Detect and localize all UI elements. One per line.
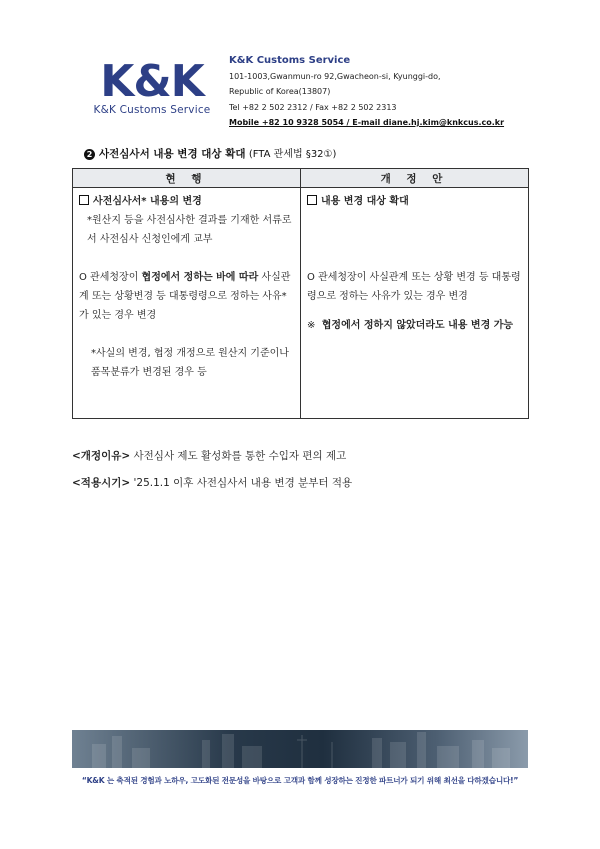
effective-date-label: <적용시기> <box>72 477 131 489</box>
reference-mark: ※ <box>307 320 316 331</box>
comparison-table <box>72 168 529 419</box>
column-header-current: 현 행 <box>73 169 301 188</box>
cityscape-image <box>72 730 528 768</box>
revised-cell <box>301 188 529 419</box>
revision-reason-text: 사전심사 제도 활성화를 통한 수입자 편의 제고 <box>130 450 347 462</box>
current-note-2: *사실의 변경, 협정 개정으로 원산지 기준이나 품목분류가 변경된 경우 등 <box>91 348 289 378</box>
address-line-1: 101-1003,Gwanmun-ro 92,Gwacheon-si, Kyunggi-do, <box>229 71 441 81</box>
company-name: K&K Customs Service <box>229 55 351 66</box>
effective-date <box>72 475 352 490</box>
effective-date-text: '25.1.1 이후 사전심사서 내용 변경 분부터 적용 <box>130 477 353 489</box>
mobile-email: Mobile +82 10 9328 5054 / E-mail diane.hj.kim@knkcus.co.kr <box>229 118 505 127</box>
section-number: 2 <box>84 149 95 160</box>
section-title <box>84 145 336 161</box>
logo-mark: K&K <box>100 56 204 107</box>
revision-reason-label: <개정이유> <box>72 450 131 462</box>
company-logo <box>92 56 212 116</box>
tel-fax: Tel +82 2 502 2312 / Fax +82 2 502 2313 <box>229 102 397 112</box>
checkbox-square-icon <box>307 195 317 205</box>
logo-subtitle: K&K Customs Service <box>93 104 211 116</box>
footer-quote: “K&K 는 축적된 경험과 노하우, 고도화된 전문성을 바탕으로 고객과 함께 성장하는 진정한 파트너가 되기 위해 최선을 다하겠습니다!” <box>81 776 519 785</box>
current-item <box>79 268 294 325</box>
current-note-1: *원산지 등을 사전심사한 결과를 기재한 서류로서 사전심사 신청인에게 교부 <box>87 215 292 245</box>
revised-note-bold: 협정에서 정하지 않았더라도 내용 변경 가능 <box>321 320 514 331</box>
address-line-2: Republic of Korea(13807) <box>229 87 331 96</box>
revised-heading-text: 내용 변경 대상 확대 <box>321 196 409 207</box>
section-heading: 사전심사서 내용 변경 대상 확대 <box>99 148 246 160</box>
revised-heading <box>307 192 522 211</box>
current-cell <box>73 188 301 419</box>
current-item-rest: 사실관계 또는 상황변경 등 대통령령으로 정하는 사유*가 있는 경우 변경 <box>79 272 291 321</box>
revised-item: O 관세청장이 사실관계 또는 상황 변경 등 대통령령으로 정하는 사유가 있는 경우 변경 <box>307 272 521 302</box>
footer-cityscape-banner <box>72 730 528 768</box>
section-reference: (FTA 관세법 §32①) <box>248 149 337 160</box>
company-info <box>229 53 504 131</box>
current-item-prefix: O 관세청장이 <box>79 272 142 283</box>
column-header-revised: 개 정 안 <box>301 169 529 188</box>
current-heading-text: 사전심사서* 내용의 변경 <box>93 196 202 207</box>
checkbox-square-icon <box>79 195 89 205</box>
revision-reason <box>72 448 346 463</box>
revised-note <box>307 316 522 335</box>
current-item-bold: 협정에서 정하는 바에 따라 <box>141 272 259 283</box>
current-heading <box>79 192 294 211</box>
